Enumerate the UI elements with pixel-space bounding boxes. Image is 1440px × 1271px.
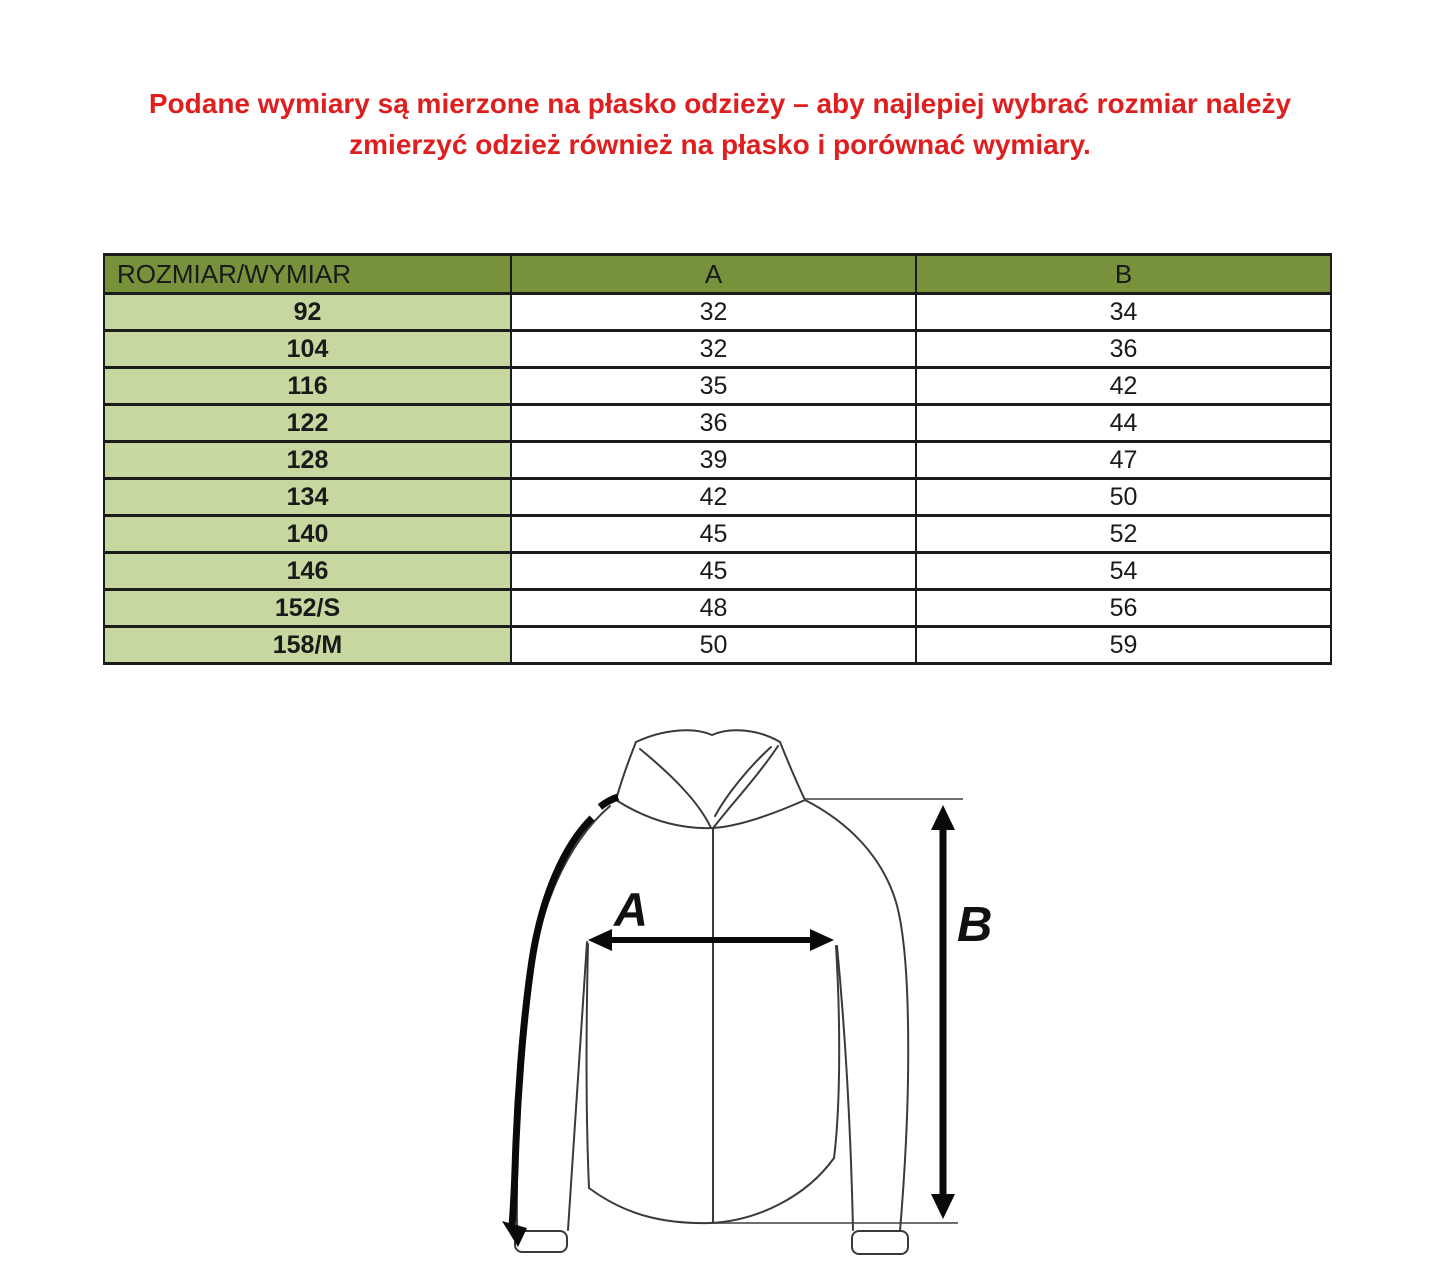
table-row [104, 553, 1331, 590]
width-label-a: A [614, 883, 648, 936]
left-sleeve-inner-edge [568, 942, 587, 1230]
collar-left-edge [616, 742, 636, 800]
size-cell: 92 [104, 294, 511, 331]
value-a-cell: 45 [511, 553, 916, 590]
column-header-rozmiar-wymiar: ROZMIAR/WYMIAR [104, 255, 511, 294]
value-a-cell: 45 [511, 516, 916, 553]
body-left-side [587, 944, 589, 1188]
value-a-cell: 36 [511, 405, 916, 442]
value-b-cell: 59 [916, 627, 1331, 664]
size-cell: 158/M [104, 627, 511, 664]
column-header-b: B [916, 255, 1331, 294]
sleeve-measure-main-segment [512, 818, 592, 1226]
size-cell: 104 [104, 331, 511, 368]
size-cell: 152/S [104, 590, 511, 627]
hood-top-line [636, 730, 780, 742]
value-b-cell: 56 [916, 590, 1331, 627]
width-arrow-left-head [588, 929, 612, 951]
lapel-right-inner-line [715, 747, 771, 816]
value-a-cell: 48 [511, 590, 916, 627]
jacket-diagram [480, 700, 1040, 1271]
size-cell: 128 [104, 442, 511, 479]
value-b-cell: 42 [916, 368, 1331, 405]
neckline [616, 800, 805, 828]
table-row [104, 331, 1331, 368]
measurement-notice [0, 84, 1440, 165]
length-arrow-b [931, 805, 955, 1219]
notice-line-1: Podane wymiary są mierzone na płasko odzieży – aby najlepiej wybrać rozmiar należy [148, 88, 1292, 119]
left-sleeve-outer-edge [517, 806, 610, 1230]
value-a-cell: 39 [511, 442, 916, 479]
sleeve-measure-top-segment [600, 797, 618, 807]
length-arrow-bottom-head [931, 1194, 955, 1219]
table-row [104, 516, 1331, 553]
table-row [104, 294, 1331, 331]
value-a-cell: 32 [511, 331, 916, 368]
value-b-cell: 50 [916, 479, 1331, 516]
jacket-outline [515, 730, 908, 1254]
table-row [104, 590, 1331, 627]
value-a-cell: 35 [511, 368, 916, 405]
value-a-cell: 32 [511, 294, 916, 331]
value-b-cell: 47 [916, 442, 1331, 479]
value-a-cell: 42 [511, 479, 916, 516]
value-b-cell: 36 [916, 331, 1331, 368]
value-a-cell: 50 [511, 627, 916, 664]
value-b-cell: 34 [916, 294, 1331, 331]
size-cell: 140 [104, 516, 511, 553]
length-label-b: B [957, 898, 993, 952]
value-b-cell: 52 [916, 516, 1331, 553]
width-arrow-right-head [810, 929, 834, 951]
table-row [104, 368, 1331, 405]
table-row [104, 479, 1331, 516]
lapel-left-line [640, 749, 711, 828]
table-row [104, 405, 1331, 442]
right-sleeve-outer-edge [805, 800, 908, 1231]
collar-right-edge [780, 742, 805, 800]
table-row [104, 627, 1331, 664]
value-b-cell: 44 [916, 405, 1331, 442]
size-cell: 146 [104, 553, 511, 590]
size-cell: 134 [104, 479, 511, 516]
hem-line [589, 1158, 834, 1223]
length-arrow-top-head [931, 805, 955, 830]
column-header-a: A [511, 255, 916, 294]
body-right-side [834, 946, 839, 1158]
size-cell: 116 [104, 368, 511, 405]
table-row [104, 442, 1331, 479]
notice-line-2: zmierzyć odzież również na płasko i porównać wymiary. [349, 128, 1091, 160]
right-cuff [852, 1231, 908, 1254]
table-header-row [104, 255, 1331, 294]
sleeve-measurement-line [502, 797, 618, 1247]
size-table [103, 253, 1332, 665]
value-b-cell: 54 [916, 553, 1331, 590]
size-cell: 122 [104, 405, 511, 442]
